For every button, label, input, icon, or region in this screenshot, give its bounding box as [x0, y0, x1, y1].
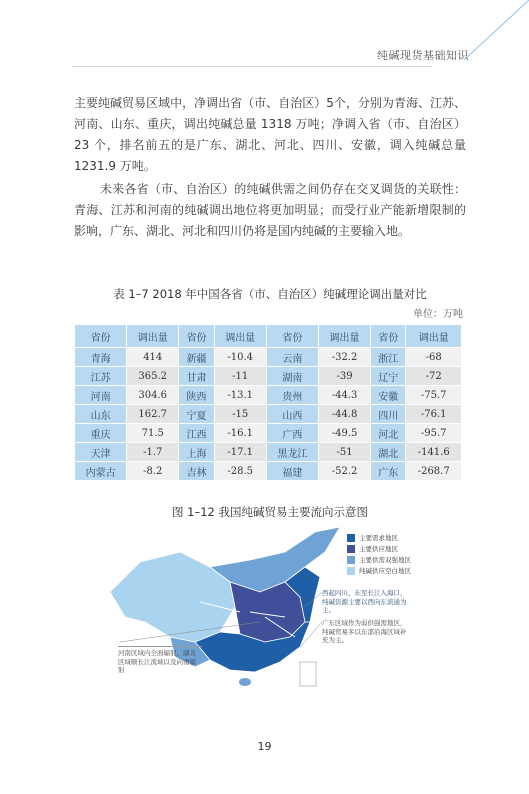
table-row [75, 367, 462, 386]
page-number: 19 [257, 740, 272, 753]
map-legend [347, 532, 411, 576]
value-cell: -1.7 [127, 443, 179, 462]
table-header-row [75, 325, 462, 348]
province-cell: 天津 [75, 443, 127, 462]
value-cell: 365.2 [127, 367, 179, 386]
table-caption: 表 1–7 2018 年中国各省（市、自治区）纯碱理论调出量对比 [113, 287, 427, 301]
value-cell: -44.3 [318, 386, 370, 405]
province-cell: 安徽 [371, 386, 406, 405]
value-cell: -75.7 [406, 386, 462, 405]
province-cell: 浙江 [371, 348, 406, 367]
value-cell: -44.8 [318, 405, 370, 424]
value-cell: -10.4 [214, 348, 266, 367]
province-cell: 广东 [371, 462, 406, 481]
map-inset-south-sea [300, 662, 316, 686]
table-row [75, 462, 462, 481]
province-cell: 河南 [75, 386, 127, 405]
annotation-guangdong: 广东区域作为弱供强需地区，纯碱贸易多以东部沿海区域补充为主。 [322, 619, 407, 644]
province-cell: 吉林 [179, 462, 214, 481]
table-row [75, 443, 462, 462]
province-cell: 重庆 [75, 424, 127, 443]
province-cell: 青海 [75, 348, 127, 367]
province-cell: 山东 [75, 405, 127, 424]
column-header: 省份 [179, 325, 214, 348]
province-cell: 内蒙古 [75, 462, 127, 481]
value-cell: -268.7 [406, 462, 462, 481]
column-header: 调出量 [318, 325, 370, 348]
legend-label: 主要需求地区 [359, 534, 398, 542]
paragraph-2: 未来各省（市、自治区）的纯碱供需之间仍存在交叉调货的关联性：青海、江苏和河南的纯碱调出地位将更加明显；而受行业产能新增限制的影响，广东、湖北、河北和四川仍将是国内纯碱的主要输入地。 [74, 182, 466, 238]
value-cell: -28.5 [214, 462, 266, 481]
value-cell: 71.5 [127, 424, 179, 443]
value-cell: -72 [406, 367, 462, 386]
province-cell: 江苏 [75, 367, 127, 386]
legend-item [347, 543, 411, 554]
province-cell: 陕西 [179, 386, 214, 405]
legend-swatch [347, 556, 355, 564]
annotation-henan-hubei: 河南区域内全面辐射，湖北区域顺长江流域以及向南辐射 [118, 646, 202, 675]
value-cell: -11 [214, 367, 266, 386]
table-row [75, 386, 462, 405]
value-cell: -76.1 [406, 405, 462, 424]
province-cell: 湖南 [266, 367, 318, 386]
province-cell: 湖北 [371, 443, 406, 462]
province-cell: 贵州 [266, 386, 318, 405]
value-cell: -32.2 [318, 348, 370, 367]
paragraph-1: 主要纯碱贸易区域中，净调出省（市、自治区）5个，分别为青海、江苏、河南、山东、重庆，调出纯碱总量 1318 万吨；净调入省（市、自治区）23 个，排名前五的是广东、湖北、河北、四川、安徽，调入纯碱总量 1231.9 万吨。 [74, 96, 466, 173]
province-cell: 宁夏 [179, 405, 214, 424]
table-unit: 单位：万吨 [413, 309, 463, 320]
table-row [75, 348, 462, 367]
table-row [75, 405, 462, 424]
legend-swatch [347, 567, 355, 575]
value-cell: -8.2 [127, 462, 179, 481]
value-cell: -49.5 [318, 424, 370, 443]
value-cell: -39 [318, 367, 370, 386]
province-cell: 山西 [266, 405, 318, 424]
province-cell: 四川 [371, 405, 406, 424]
legend-label: 主要供需双强地区 [359, 556, 411, 564]
legend-item [347, 565, 411, 576]
value-cell: 304.6 [127, 386, 179, 405]
annotation-sichuan: 西起四川，东至长江入海口，纯碱资源主要以西向东流通为主。 [322, 589, 407, 614]
value-cell: -52.2 [318, 462, 370, 481]
value-cell: -51 [318, 443, 370, 462]
body-text [74, 93, 466, 242]
running-title: 纯碱现货基础知识 [377, 49, 469, 62]
legend-label: 纯碱供应空白地区 [359, 567, 411, 575]
data-table [74, 324, 462, 481]
value-cell: -13.1 [214, 386, 266, 405]
legend-item [347, 554, 411, 565]
value-cell: -16.1 [214, 424, 266, 443]
legend-swatch [347, 534, 355, 542]
column-header: 调出量 [406, 325, 462, 348]
column-header: 省份 [266, 325, 318, 348]
legend-swatch [347, 545, 355, 553]
column-header: 调出量 [127, 325, 179, 348]
legend-label: 主要供应地区 [359, 545, 398, 553]
column-header: 省份 [75, 325, 127, 348]
value-cell: -141.6 [406, 443, 462, 462]
province-cell: 新疆 [179, 348, 214, 367]
province-cell: 广西 [266, 424, 318, 443]
province-cell: 云南 [266, 348, 318, 367]
value-cell: -68 [406, 348, 462, 367]
province-cell: 上海 [179, 443, 214, 462]
province-cell: 甘肃 [179, 367, 214, 386]
value-cell: -15 [214, 405, 266, 424]
legend-item [347, 532, 411, 543]
province-cell: 黑龙江 [266, 443, 318, 462]
table-row [75, 424, 462, 443]
table-body [75, 348, 462, 481]
province-cell: 河北 [371, 424, 406, 443]
map-island-hainan [239, 678, 251, 686]
province-cell: 江西 [179, 424, 214, 443]
value-cell: -17.1 [214, 443, 266, 462]
province-cell: 福建 [266, 462, 318, 481]
header-rule [72, 66, 432, 67]
figure-caption: 图 1–12 我国纯碱贸易主要流向示意图 [171, 505, 368, 519]
value-cell: 414 [127, 348, 179, 367]
column-header: 调出量 [214, 325, 266, 348]
value-cell: -95.7 [406, 424, 462, 443]
province-cell: 辽宁 [371, 367, 406, 386]
value-cell: 162.7 [127, 405, 179, 424]
column-header: 省份 [371, 325, 406, 348]
